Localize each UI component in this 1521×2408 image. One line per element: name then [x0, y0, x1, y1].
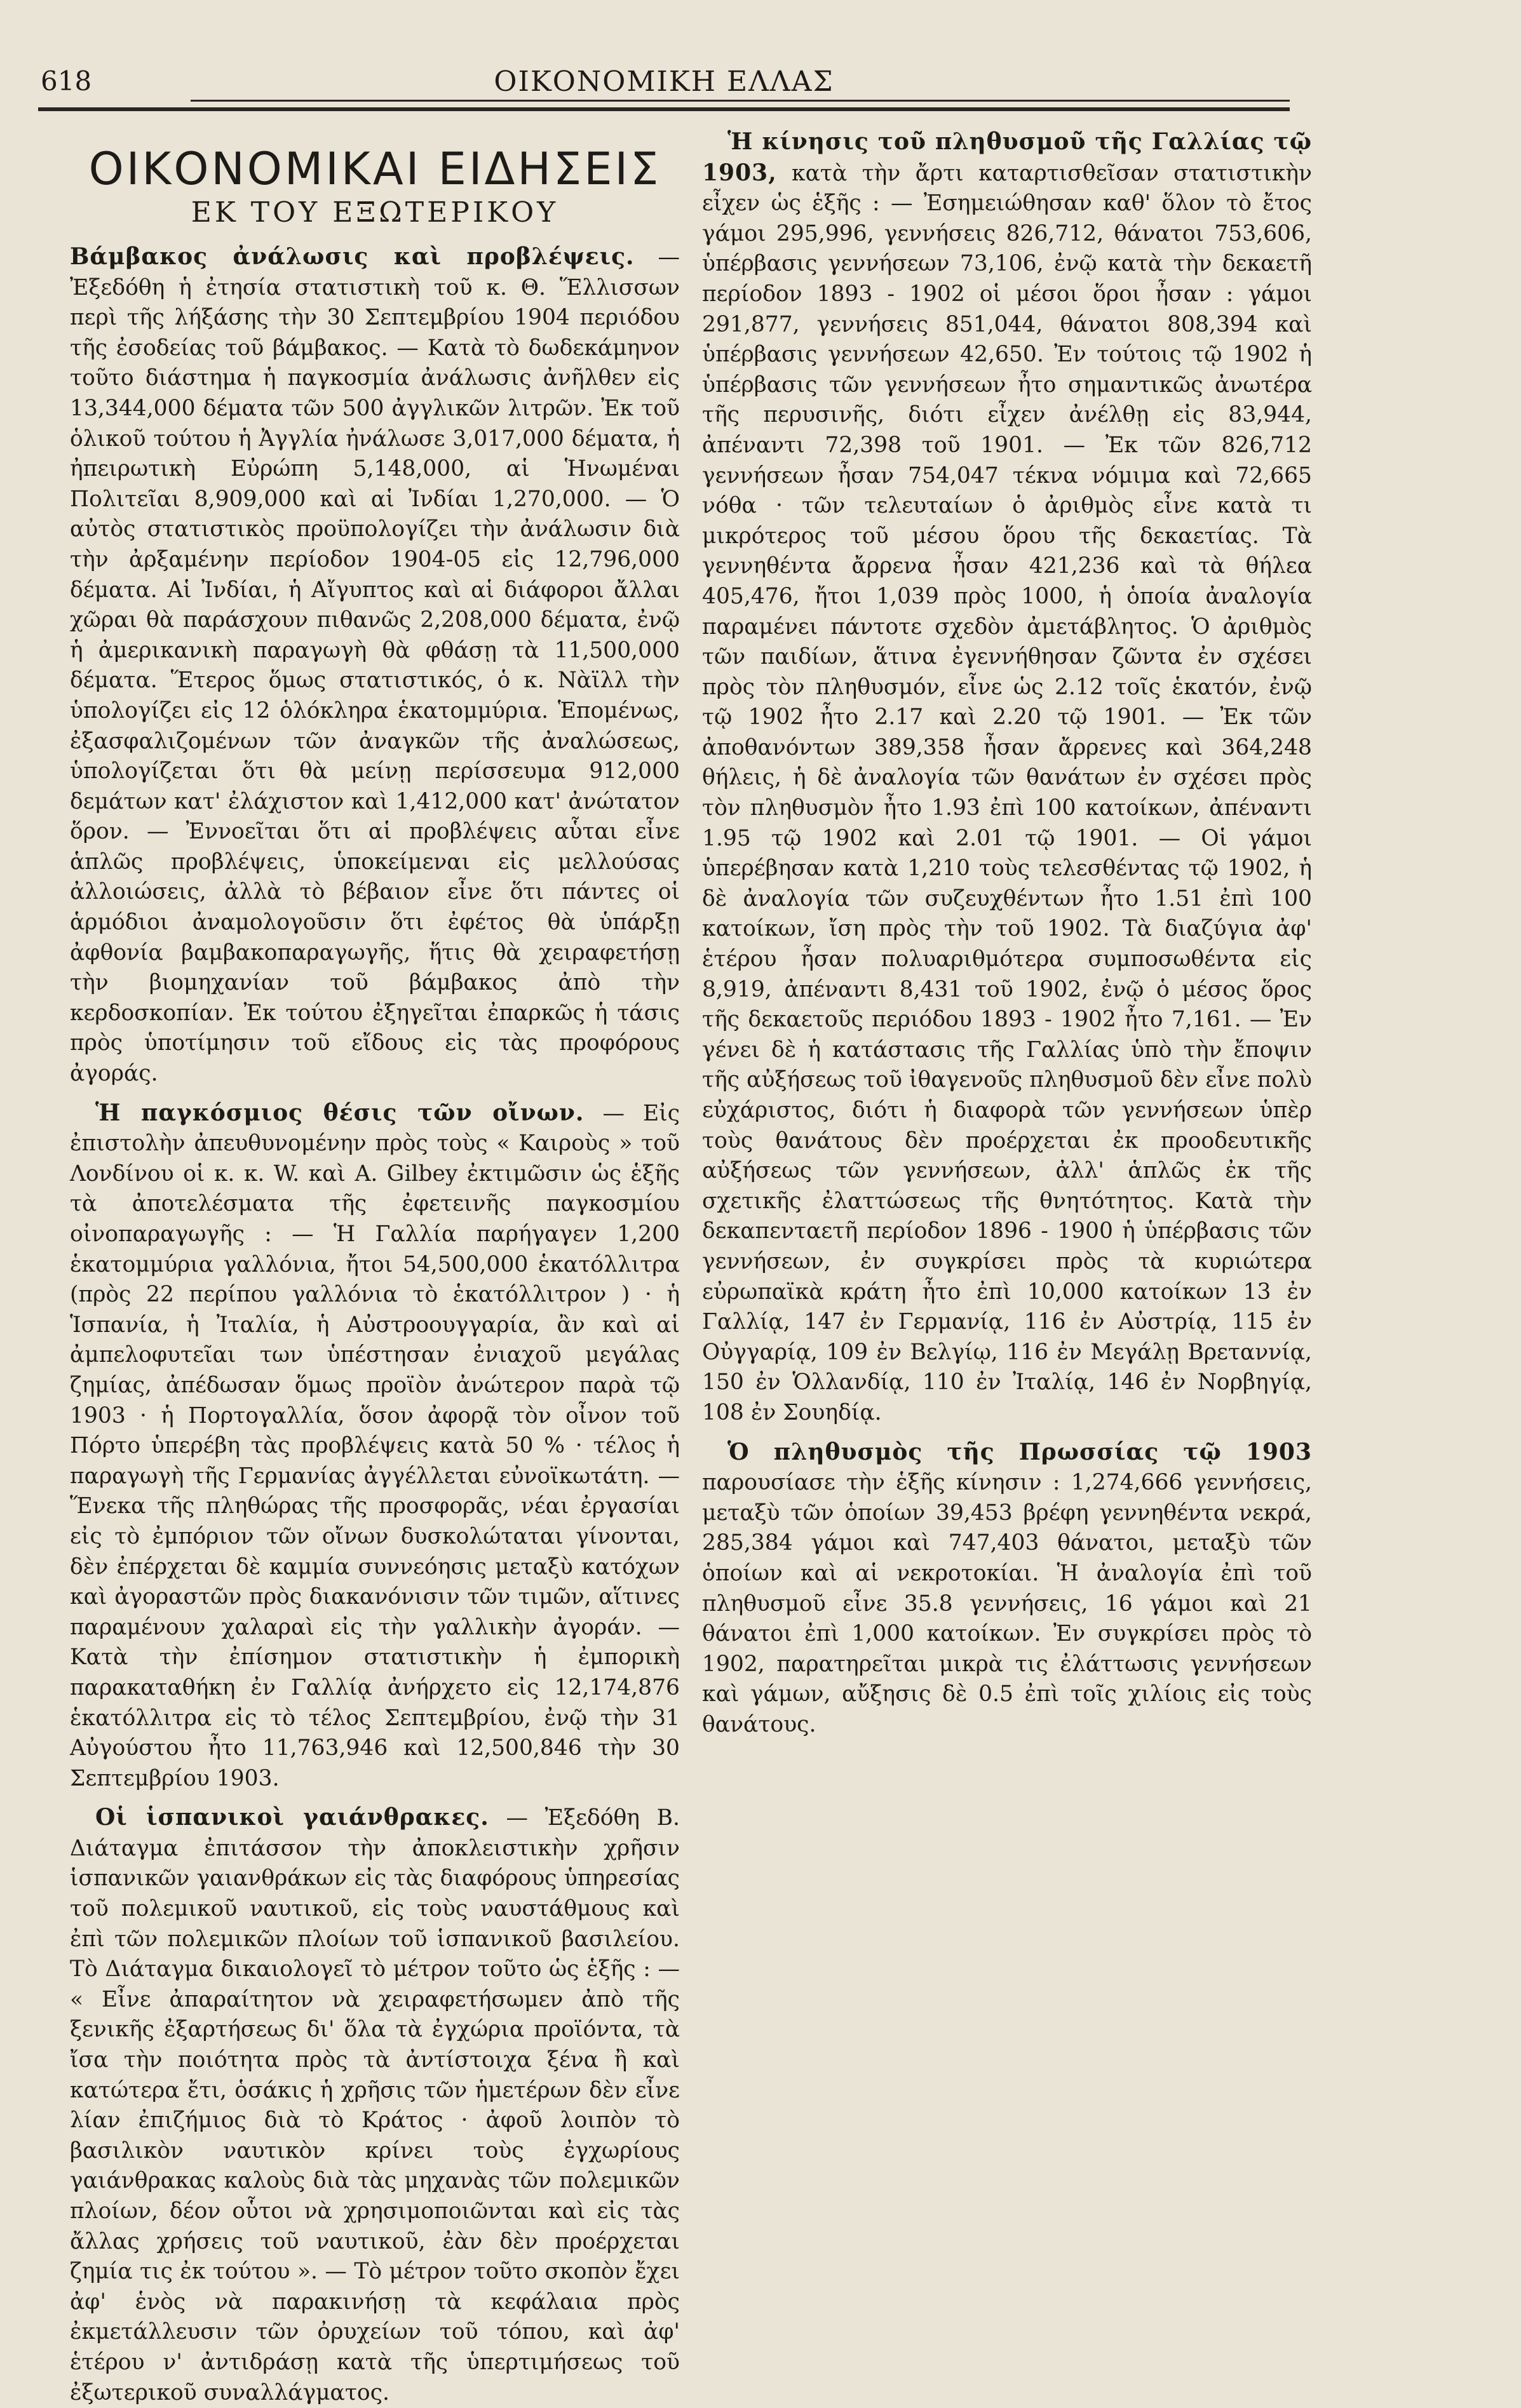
right-column: [702, 127, 1312, 1740]
article-prussia-population: [702, 1437, 1312, 1740]
article-body: παρουσίασε τὴν ἑξῆς κίνησιν : 1,274,666 γεννήσεις, μεταξὺ τῶν ὁποίων 39,453 βρέφη γεννηθέντα νεκρά, 285,384 γάμοι καὶ 747,403 θάνατοι, μεταξὺ τῶν ὁποίων καὶ αἱ νεκροτοκίαι. Ἡ ἀναλογία ἐπὶ τοῦ πληθυσμοῦ εἶνε 35.8 γεννήσεις, 16 γάμοι καὶ 21 θάνατοι ἐπὶ 1,000 κατοίκων. Ἐν συγκρίσει πρὸς τὸ 1902, παρατηρεῖται μικρὰ τις ἐλάττωσις γεννήσεων καὶ γάμων, αὔξησις δὲ 0.5 ἐπὶ τοῖς χιλίοις εἰς τοὺς θανάτους.: [702, 1470, 1312, 1737]
article-body: — Εἰς ἐπιστολὴν ἀπευθυνομένην πρὸς τοὺς « Καιροὺς » τοῦ Λονδίνου οἱ κ. κ. W. καὶ A. Gilbey ἐκτιμῶσιν ὡς ἑξῆς τὰ ἀποτελέσματα τῆς ἐφετεινῆς παγκοσμίου οἰνοπαραγωγῆς : — Ἡ Γαλλία παρήγαγεν 1,200 ἑκατομμύρια γαλλόνια, ἤτοι 54,500,000 ἑκατόλλιτρα (πρὸς 22 περίπου γαλλόνια τὸ ἑκατόλλιτρον ) · ἡ Ἱσπανία, ἡ Ἰταλία, ἡ Αὐστροουγγαρία, ἂν καὶ αἱ ἀμπελοφυτεῖαι των ὑπέστησαν ἐνιαχοῦ μεγάλας ζημίας, ἀπέδωσαν ὅμως προϊὸν ἀνώτερον παρὰ τῷ 1903 · ἡ Πορτογαλλία, ὅσον ἀφορᾷ τὸν οἶνον τοῦ Πόρτο ὑπερέβη τὰς προβλέψεις κατὰ 50 % · τέλος ἡ παραγωγὴ τῆς Γερμανίας ἀγγέλλεται εὐνοϊκωτάτη. — Ἕνεκα τῆς πληθώρας τῆς προσφορᾶς, νέαι ἐργασίαι εἰς τὸ ἐμπόριον τῶν οἴνων δυσκολώταται γίνονται, δὲν ἐπέρχεται δὲ καμμία συννεόησις μεταξὺ κατόχων καὶ ἀγοραστῶν πρὸς διακανόνισιν τῶν τιμῶν, αἵτινες παραμένουν χαλαραὶ εἰς τὴν γαλλικὴν ἀγοράν. — Κατὰ τὴν ἐπίσημον στατιστικὴν ἡ ἐμπορικὴ παρακαταθήκη ἐν Γαλλίᾳ ἀνήρχετο εἰς 12,174,876 ἑκατόλλιτρα εἰς τὸ τέλος Σεπτεμβρίου, ἐνῷ τὴν 31 Αὐγούστου ἦτο 11,763,946 καὶ 12,500,846 τὴν 30 Σεπτεμβρίου 1903.: [70, 1100, 680, 1791]
article-heading: Οἱ ἱσπανικοὶ γαιάνθρακες.: [95, 1804, 489, 1831]
running-title: ΟΙΚΟΝΟΜΙΚΗ ΕΛΛΑΣ: [494, 65, 834, 98]
article-body: κατὰ τὴν ἄρτι καταρτισθεῖσαν στατιστικὴν εἶχεν ὡς ἑξῆς : — Ἐσημειώθησαν καθ' ὅλον τὸ ἔτος γάμοι 295,996, γεννήσεις 826,712, θάνατοι 753,606, ὑπέρβασις γεννήσεων 73,106, ἐνῷ κατὰ τὴν δεκαετῆ περίοδον 1893 - 1902 οἱ μέσοι ὅροι ἦσαν : γάμοι 291,877, γεννήσεις 851,044, θάνατοι 808,394 καὶ ὑπέρβασις γεννήσεων 42,650. Ἐν τούτοις τῷ 1902 ἡ ὑπέρβασις τῶν γεννήσεων ἦτο σημαντικῶς ἀνωτέρα τῆς περυσινῆς, διότι εἶχεν ἀνέλθῃ εἰς 83,944, ἀπέναντι 72,398 τοῦ 1901. — Ἐκ τῶν 826,712 γεννήσεων ἦσαν 754,047 τέκνα νόμιμα καὶ 72,665 νόθα · τῶν τελευταίων ὁ ἀριθμὸς εἶνε κατὰ τι μικρότερος τοῦ μέσου ὅρου τῆς δεκαετίας. Τὰ γεννηθέντα ἄρρενα ἦσαν 421,236 καὶ τὰ θήλεα 405,476, ἤτοι 1,039 πρὸς 1000, ἡ ὁποία ἀναλογία παραμένει πάντοτε σχεδὸν ἀμετάβλητος. Ὁ ἀριθμὸς τῶν παιδίων, ἅτινα ἐγεννήθησαν ζῶντα ἐν σχέσει πρὸς τὸν πληθυσμόν, εἶνε ὡς 2.12 τοῖς ἑκατόν, ἐνῷ τῷ 1902 ἦτο 2.17 καὶ 2.20 τῷ 1901. — Ἐκ τῶν ἀποθανόντων 389,358 ἦσαν ἄρρενες καὶ 364,248 θήλεις, ἡ δὲ ἀναλογία τῶν θανάτων ἐν σχέσει πρὸς τὸν πληθυσμὸν ἦτο 1.93 ἐπὶ 100 κατοίκων, ἀπέναντι 1.95 τῷ 1902 καὶ 2.01 τῷ 1901. — Οἱ γάμοι ὑπερέβησαν κατὰ 1,210 τοὺς τελεσθέντας τῷ 1902, ἡ δὲ ἀναλογία τῶν συζευχθέντων ἦτο 1.51 ἐπὶ 100 κατοίκων, ἴση πρὸς τὴν τοῦ 1902. Τὰ διαζύγια ἀφ' ἑτέρου ἦσαν πολυαριθμότερα συμποσωθέντα εἰς 8,919, ἀπέναντι 8,431 τοῦ 1902, ἐνῷ ὁ μέσος ὅρος τῆς δεκαετοῦς περιόδου 1893 - 1902 ἦτο 7,161. — Ἐν γένει δὲ ἡ κατάστασις τῆς Γαλλίας ὑπὸ τὴν ἔποψιν τῆς αὐξήσεως τοῦ ἰθαγενοῦς πληθυσμοῦ δὲν εἶνε πολὺ εὐχάριστος, διότι ἡ διαφορὰ τῶν γεννήσεων ὑπὲρ τοὺς θανάτους δὲν προέρχεται ἐκ προοδευτικῆς αὐξήσεως τῶν γεννήσεων, ἀλλ' ἁπλῶς ἐκ τῆς σχετικῆς ἐλαττώσεως τῆς θνητότητος. Κατὰ τὴν δεκαπενταετῆ περίοδον 1896 - 1900 ἡ ὑπέρβασις τῶν γεννήσεων, ἐν συγκρίσει πρὸς τὰ κυριώτερα εὐρωπαϊκὰ κράτη ἦτο ἐπὶ 10,000 κατοίκων 13 ἐν Γαλλίᾳ, 147 ἐν Γερμανίᾳ, 116 ἐν Αὐστρίᾳ, 115 ἐν Οὐγγαρίᾳ, 109 ἐν Βελγίῳ, 116 ἐν Μεγάλῃ Βρεταννίᾳ, 150 ἐν Ὁλλανδίᾳ, 110 ἐν Ἰταλίᾳ, 146 ἐν Νορβηγίᾳ, 108 ἐν Σουηδίᾳ.: [702, 160, 1313, 1425]
header-rule-thin: [191, 100, 1290, 102]
article-body: — Ἐξεδόθη ἡ ἐτησία στατιστικὴ τοῦ κ. Θ. Ἕλλισσων περὶ τῆς λήξάσης τὴν 30 Σεπτεμβρίου 1904 περιόδου τῆς ἐσοδείας τοῦ βάμβακος. — Κατὰ τὸ δωδεκάμηνον τοῦτο διάστημα ἡ παγκοσμία ἀνάλωσις ἀνῆλθεν εἰς 13,344,000 δέματα τῶν 500 ἀγγλικῶν λιτρῶν. Ἐκ τοῦ ὁλικοῦ τούτου ἡ Ἀγγλία ἠνάλωσε 3,017,000 δέματα, ἡ ἠπειρωτικὴ Εὐρώπη 5,148,000, αἱ Ἡνωμέναι Πολιτεῖαι 8,909,000 καὶ αἱ Ἰνδίαι 1,270,000. — Ὁ αὐτὸς στατιστικὸς προϋπολογίζει τὴν ἀνάλωσιν διὰ τὴν ἀρξαμένην περίοδον 1904-05 εἰς 12,796,000 δέματα. Αἱ Ἰνδίαι, ἡ Αἴγυπτος καὶ αἱ διάφοροι ἄλλαι χῶραι θὰ παράσχουν πιθανῶς 2,208,000 δέματα, ἐνῷ ἡ ἀμερικανικὴ παραγωγὴ θὰ φθάσῃ τὰ 11,500,000 δέματα. Ἕτερος ὅμως στατιστικός, ὁ κ. Νὰϊλλ τὴν ὑπολογίζει εἰς 12 ὁλόκληρα ἑκατομμύρια. Ἑπομένως, ἐξασφαλιζομένων τῶν ἀναγκῶν τῆς ἀναλώσεως, ὑπολογίζεται ὅτι θὰ μείνῃ περίσσευμα 912,000 δεμάτων κατ' ἐλάχιστον καὶ 1,412,000 κατ' ἀνώτατον ὅρον. — Ἐννοεῖται ὅτι αἱ προβλέψεις αὗται εἶνε ἁπλῶς προβλέψεις, ὑποκείμεναι εἰς μελλούσας ἀλλοιώσεις, ἀλλὰ τὸ βέβαιον εἶνε ὅτι πάντες οἱ ἁρμόδιοι ἀναμολογοῦσιν ὅτι ἐφέτος θὰ ὑπάρξῃ ἀφθονία βαμβακοπαραγωγῆς, ἥτις θὰ χειραφετήσῃ τὴν βιομηχανίαν τοῦ βάμβακος ἀπὸ τὴν κερδοσκοπίαν. Ἐκ τούτου ἐξηγεῖται ἐπαρκῶς ἡ τάσις πρὸς ὑποτίμησιν τοῦ εἴδους εἰς τὰς προφόρους ἀγοράς.: [70, 245, 680, 1087]
article-spanish-coal: [70, 1803, 680, 2408]
page-header: [38, 60, 1290, 111]
article-body: — Ἐξεδόθη Β. Διάταγμα ἐπιτάσσον τὴν ἀποκλειστικὴν χρῆσιν ἱσπανικῶν γαιανθράκων εἰς τὰς διαφόρους ὑπηρεσίας τοῦ πολεμικοῦ ναυτικοῦ, εἰς τοὺς ναυστάθμους καὶ ἐπὶ τῶν πολεμικῶν πλοίων τοῦ ἱσπανικοῦ βασιλείου. Τὸ Διάταγμα δικαιολογεῖ τὸ μέτρον τοῦτο ὡς ἑξῆς : — « Εἶνε ἀπαραίτητον νὰ χειραφετήσωμεν ἀπὸ τῆς ξενικῆς ἐξαρτήσεως δι' ὅλα τὰ ἐγχώρια προϊόντα, τὰ ἴσα τὴν ποιότητα πρὸς τὰ ἀντίστοιχα ξένα ἢ καὶ κατώτερα ἔτι, ὁσάκις ἡ χρῆσις τῶν ἡμετέρων δὲν εἶνε λίαν ἐπιζήμιος διὰ τὸ Κράτος · ἀφοῦ λοιπὸν τὸ βασιλικὸν ναυτικὸν κρίνει τοὺς ἐγχωρίους γαιάνθρακας καλοὺς διὰ τὰς μηχανὰς τῶν πολεμικῶν πλοίων, δέον οὗτοι νὰ χρησιμοποιῶνται καὶ εἰς τὰς ἄλλας χρήσεις τοῦ ναυτικοῦ, ἐὰν δὲν προέρχεται ζημία τις ἐκ τούτου ». — Τὸ μέτρον τοῦτο σκοπὸν ἔχει ἀφ' ἑνὸς νὰ παρακινήσῃ τὰ κεφάλαια πρὸς ἐκμετάλλευσιν τῶν ὀρυχείων τοῦ τόπου, καὶ ἀφ' ἑτέρου ν' ἀντιδράσῃ κατὰ τῆς ὑπερτιμήσεως τοῦ ἐξωτερικοῦ συναλλάγματος.: [70, 1805, 680, 2405]
page-number: 618: [41, 65, 92, 97]
article-heading: Ὁ πληθυσμὸς τῆς Πρωσσίας τῷ 1903: [727, 1438, 1312, 1465]
article-heading: Βάμβακος ἀνάλωσις καὶ προβλέψεις.: [70, 243, 635, 270]
article-heading: Ἡ παγκόσμιος θέσις τῶν οἴνων.: [95, 1099, 585, 1126]
left-column: [70, 127, 680, 2408]
header-rule-thick: [38, 107, 1290, 111]
section-subtitle: ΕΚ ΤΟΥ ΕΞΩΤΕΡΙΚΟΥ: [191, 196, 559, 229]
article-cotton: [70, 242, 680, 1089]
article-france-population: [702, 127, 1312, 1429]
section-title: ΟΙΚΟΝΟΜΙΚΑΙ ΕΙΔΗΣΕΙΣ: [88, 143, 661, 195]
article-heading: Ἡ κίνησις τοῦ πληθυσμοῦ τῆς Γαλλίας τῷ 1903,: [702, 128, 1312, 186]
article-wines: [70, 1098, 680, 1794]
